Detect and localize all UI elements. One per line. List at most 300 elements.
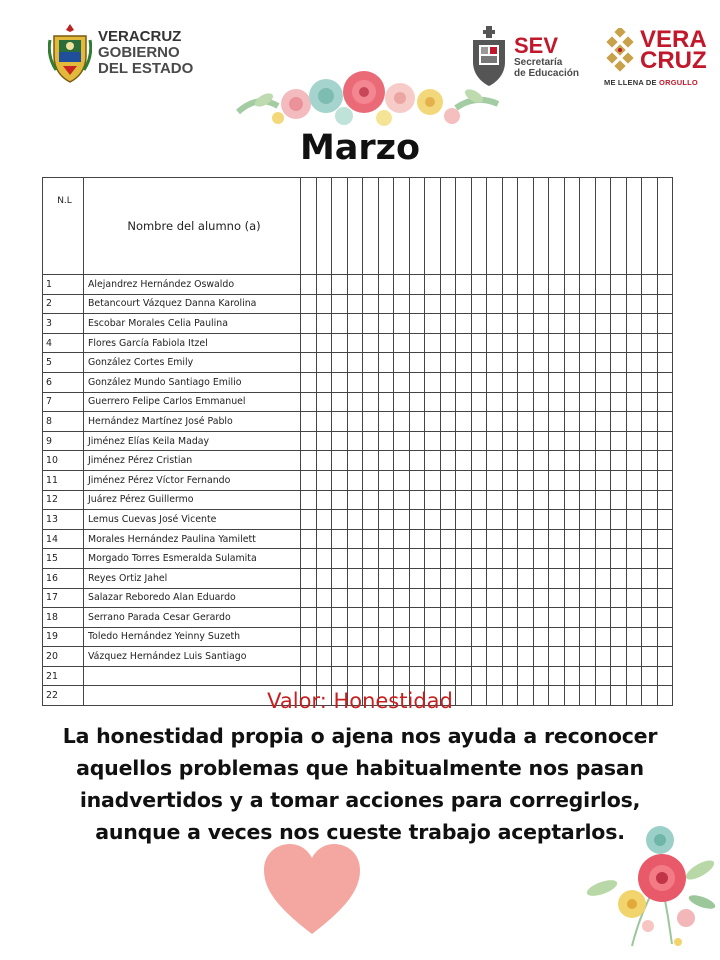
attendance-cell[interactable] — [595, 372, 611, 392]
attendance-cell[interactable] — [394, 529, 410, 549]
attendance-cell[interactable] — [549, 510, 565, 530]
attendance-cell[interactable] — [440, 314, 456, 334]
attendance-cell[interactable] — [642, 666, 658, 686]
attendance-cell[interactable] — [440, 510, 456, 530]
attendance-cell[interactable] — [378, 451, 394, 471]
attendance-cell[interactable] — [533, 666, 549, 686]
attendance-cell[interactable] — [301, 412, 317, 432]
attendance-cell[interactable] — [363, 451, 379, 471]
attendance-cell[interactable] — [626, 647, 642, 667]
attendance-cell[interactable] — [642, 608, 658, 628]
attendance-cell[interactable] — [394, 275, 410, 295]
attendance-cell[interactable] — [363, 294, 379, 314]
attendance-cell[interactable] — [580, 647, 596, 667]
attendance-cell[interactable] — [595, 470, 611, 490]
attendance-cell[interactable] — [564, 333, 580, 353]
attendance-cell[interactable] — [394, 294, 410, 314]
attendance-cell[interactable] — [502, 294, 518, 314]
attendance-cell[interactable] — [471, 666, 487, 686]
attendance-cell[interactable] — [332, 529, 348, 549]
attendance-cell[interactable] — [487, 490, 503, 510]
attendance-cell[interactable] — [378, 647, 394, 667]
attendance-cell[interactable] — [301, 510, 317, 530]
attendance-cell[interactable] — [564, 588, 580, 608]
attendance-cell[interactable] — [316, 314, 332, 334]
attendance-cell[interactable] — [301, 608, 317, 628]
attendance-cell[interactable] — [440, 529, 456, 549]
attendance-cell[interactable] — [394, 568, 410, 588]
attendance-cell[interactable] — [487, 608, 503, 628]
attendance-cell[interactable] — [487, 568, 503, 588]
attendance-cell[interactable] — [626, 314, 642, 334]
attendance-cell[interactable] — [642, 294, 658, 314]
attendance-cell[interactable] — [378, 314, 394, 334]
attendance-cell[interactable] — [363, 333, 379, 353]
attendance-cell[interactable] — [657, 275, 673, 295]
attendance-cell[interactable] — [301, 549, 317, 569]
attendance-cell[interactable] — [316, 529, 332, 549]
attendance-cell[interactable] — [301, 353, 317, 373]
attendance-cell[interactable] — [471, 529, 487, 549]
attendance-cell[interactable] — [626, 666, 642, 686]
attendance-cell[interactable] — [657, 372, 673, 392]
attendance-cell[interactable] — [657, 294, 673, 314]
attendance-cell[interactable] — [564, 490, 580, 510]
attendance-cell[interactable] — [409, 470, 425, 490]
attendance-cell[interactable] — [611, 510, 627, 530]
attendance-cell[interactable] — [425, 451, 441, 471]
attendance-cell[interactable] — [626, 490, 642, 510]
attendance-cell[interactable] — [549, 333, 565, 353]
attendance-cell[interactable] — [580, 490, 596, 510]
attendance-cell[interactable] — [533, 588, 549, 608]
attendance-cell[interactable] — [378, 490, 394, 510]
attendance-cell[interactable] — [347, 372, 363, 392]
attendance-cell[interactable] — [425, 353, 441, 373]
attendance-cell[interactable] — [626, 510, 642, 530]
attendance-cell[interactable] — [595, 588, 611, 608]
attendance-cell[interactable] — [425, 647, 441, 667]
attendance-cell[interactable] — [657, 647, 673, 667]
attendance-cell[interactable] — [409, 294, 425, 314]
attendance-cell[interactable] — [316, 490, 332, 510]
attendance-cell[interactable] — [363, 353, 379, 373]
attendance-cell[interactable] — [316, 372, 332, 392]
attendance-cell[interactable] — [580, 529, 596, 549]
attendance-cell[interactable] — [502, 451, 518, 471]
attendance-cell[interactable] — [502, 333, 518, 353]
attendance-cell[interactable] — [332, 568, 348, 588]
attendance-cell[interactable] — [301, 333, 317, 353]
attendance-cell[interactable] — [378, 372, 394, 392]
attendance-cell[interactable] — [301, 490, 317, 510]
attendance-cell[interactable] — [549, 666, 565, 686]
attendance-cell[interactable] — [471, 549, 487, 569]
attendance-cell[interactable] — [626, 412, 642, 432]
attendance-cell[interactable] — [332, 627, 348, 647]
attendance-cell[interactable] — [316, 510, 332, 530]
attendance-cell[interactable] — [456, 666, 472, 686]
attendance-cell[interactable] — [409, 588, 425, 608]
attendance-cell[interactable] — [425, 470, 441, 490]
attendance-cell[interactable] — [564, 647, 580, 667]
attendance-cell[interactable] — [549, 451, 565, 471]
attendance-cell[interactable] — [301, 588, 317, 608]
attendance-cell[interactable] — [657, 412, 673, 432]
attendance-cell[interactable] — [471, 627, 487, 647]
attendance-cell[interactable] — [487, 275, 503, 295]
attendance-cell[interactable] — [595, 608, 611, 628]
attendance-cell[interactable] — [518, 490, 534, 510]
attendance-cell[interactable] — [626, 431, 642, 451]
attendance-cell[interactable] — [425, 666, 441, 686]
attendance-cell[interactable] — [549, 392, 565, 412]
attendance-cell[interactable] — [642, 647, 658, 667]
attendance-cell[interactable] — [642, 568, 658, 588]
attendance-cell[interactable] — [626, 333, 642, 353]
attendance-cell[interactable] — [425, 588, 441, 608]
attendance-cell[interactable] — [533, 431, 549, 451]
attendance-cell[interactable] — [626, 353, 642, 373]
attendance-cell[interactable] — [409, 666, 425, 686]
attendance-cell[interactable] — [378, 353, 394, 373]
attendance-cell[interactable] — [642, 627, 658, 647]
attendance-cell[interactable] — [595, 431, 611, 451]
attendance-cell[interactable] — [394, 510, 410, 530]
attendance-cell[interactable] — [363, 510, 379, 530]
attendance-cell[interactable] — [471, 392, 487, 412]
attendance-cell[interactable] — [533, 627, 549, 647]
attendance-cell[interactable] — [487, 372, 503, 392]
attendance-cell[interactable] — [518, 647, 534, 667]
attendance-cell[interactable] — [533, 333, 549, 353]
attendance-cell[interactable] — [549, 608, 565, 628]
attendance-cell[interactable] — [301, 568, 317, 588]
attendance-cell[interactable] — [440, 490, 456, 510]
attendance-cell[interactable] — [301, 314, 317, 334]
attendance-cell[interactable] — [657, 666, 673, 686]
attendance-cell[interactable] — [657, 314, 673, 334]
attendance-cell[interactable] — [533, 549, 549, 569]
attendance-cell[interactable] — [642, 451, 658, 471]
attendance-cell[interactable] — [642, 392, 658, 412]
attendance-cell[interactable] — [471, 568, 487, 588]
attendance-cell[interactable] — [657, 431, 673, 451]
attendance-cell[interactable] — [518, 568, 534, 588]
attendance-cell[interactable] — [425, 372, 441, 392]
attendance-cell[interactable] — [440, 627, 456, 647]
attendance-cell[interactable] — [580, 510, 596, 530]
attendance-cell[interactable] — [409, 392, 425, 412]
attendance-cell[interactable] — [487, 412, 503, 432]
attendance-cell[interactable] — [394, 333, 410, 353]
attendance-cell[interactable] — [378, 470, 394, 490]
attendance-cell[interactable] — [316, 275, 332, 295]
attendance-cell[interactable] — [456, 353, 472, 373]
attendance-cell[interactable] — [487, 294, 503, 314]
attendance-cell[interactable] — [332, 451, 348, 471]
attendance-cell[interactable] — [440, 451, 456, 471]
attendance-cell[interactable] — [378, 549, 394, 569]
attendance-cell[interactable] — [487, 588, 503, 608]
attendance-cell[interactable] — [409, 549, 425, 569]
attendance-cell[interactable] — [347, 431, 363, 451]
attendance-cell[interactable] — [347, 275, 363, 295]
attendance-cell[interactable] — [409, 627, 425, 647]
attendance-cell[interactable] — [316, 666, 332, 686]
attendance-cell[interactable] — [378, 431, 394, 451]
attendance-cell[interactable] — [471, 510, 487, 530]
attendance-cell[interactable] — [611, 627, 627, 647]
attendance-cell[interactable] — [502, 568, 518, 588]
attendance-cell[interactable] — [642, 372, 658, 392]
attendance-cell[interactable] — [549, 627, 565, 647]
attendance-cell[interactable] — [533, 294, 549, 314]
attendance-cell[interactable] — [626, 451, 642, 471]
attendance-cell[interactable] — [363, 470, 379, 490]
attendance-cell[interactable] — [471, 470, 487, 490]
attendance-cell[interactable] — [316, 294, 332, 314]
attendance-cell[interactable] — [502, 275, 518, 295]
attendance-cell[interactable] — [409, 431, 425, 451]
attendance-cell[interactable] — [440, 275, 456, 295]
attendance-cell[interactable] — [456, 529, 472, 549]
attendance-cell[interactable] — [642, 431, 658, 451]
attendance-cell[interactable] — [564, 451, 580, 471]
attendance-cell[interactable] — [657, 608, 673, 628]
attendance-cell[interactable] — [657, 568, 673, 588]
attendance-cell[interactable] — [580, 588, 596, 608]
attendance-cell[interactable] — [502, 412, 518, 432]
attendance-cell[interactable] — [394, 627, 410, 647]
attendance-cell[interactable] — [425, 392, 441, 412]
attendance-cell[interactable] — [549, 549, 565, 569]
attendance-cell[interactable] — [502, 666, 518, 686]
attendance-cell[interactable] — [487, 392, 503, 412]
attendance-cell[interactable] — [518, 627, 534, 647]
attendance-cell[interactable] — [580, 470, 596, 490]
attendance-cell[interactable] — [502, 529, 518, 549]
attendance-cell[interactable] — [316, 470, 332, 490]
attendance-cell[interactable] — [301, 451, 317, 471]
attendance-cell[interactable] — [533, 608, 549, 628]
attendance-cell[interactable] — [456, 314, 472, 334]
attendance-cell[interactable] — [440, 353, 456, 373]
attendance-cell[interactable] — [657, 588, 673, 608]
attendance-cell[interactable] — [332, 608, 348, 628]
attendance-cell[interactable] — [564, 353, 580, 373]
attendance-cell[interactable] — [580, 608, 596, 628]
attendance-cell[interactable] — [626, 568, 642, 588]
attendance-cell[interactable] — [471, 372, 487, 392]
attendance-cell[interactable] — [611, 666, 627, 686]
attendance-cell[interactable] — [378, 568, 394, 588]
attendance-cell[interactable] — [580, 627, 596, 647]
attendance-cell[interactable] — [425, 294, 441, 314]
attendance-cell[interactable] — [533, 451, 549, 471]
attendance-cell[interactable] — [518, 470, 534, 490]
attendance-cell[interactable] — [409, 529, 425, 549]
attendance-cell[interactable] — [533, 392, 549, 412]
attendance-cell[interactable] — [471, 314, 487, 334]
attendance-cell[interactable] — [378, 392, 394, 412]
attendance-cell[interactable] — [394, 392, 410, 412]
attendance-cell[interactable] — [363, 275, 379, 295]
attendance-cell[interactable] — [580, 451, 596, 471]
attendance-cell[interactable] — [580, 275, 596, 295]
attendance-cell[interactable] — [642, 470, 658, 490]
attendance-cell[interactable] — [394, 608, 410, 628]
attendance-cell[interactable] — [456, 431, 472, 451]
attendance-cell[interactable] — [564, 275, 580, 295]
attendance-cell[interactable] — [456, 333, 472, 353]
attendance-cell[interactable] — [580, 314, 596, 334]
attendance-cell[interactable] — [425, 608, 441, 628]
attendance-cell[interactable] — [595, 392, 611, 412]
attendance-cell[interactable] — [580, 666, 596, 686]
attendance-cell[interactable] — [564, 549, 580, 569]
attendance-cell[interactable] — [549, 470, 565, 490]
attendance-cell[interactable] — [394, 431, 410, 451]
attendance-cell[interactable] — [642, 314, 658, 334]
attendance-cell[interactable] — [626, 275, 642, 295]
attendance-cell[interactable] — [487, 451, 503, 471]
attendance-cell[interactable] — [518, 314, 534, 334]
attendance-cell[interactable] — [332, 412, 348, 432]
attendance-cell[interactable] — [456, 392, 472, 412]
attendance-cell[interactable] — [425, 568, 441, 588]
attendance-cell[interactable] — [533, 372, 549, 392]
attendance-cell[interactable] — [626, 294, 642, 314]
attendance-cell[interactable] — [409, 412, 425, 432]
attendance-cell[interactable] — [626, 588, 642, 608]
attendance-cell[interactable] — [580, 431, 596, 451]
attendance-cell[interactable] — [471, 333, 487, 353]
attendance-cell[interactable] — [487, 353, 503, 373]
attendance-cell[interactable] — [456, 588, 472, 608]
attendance-cell[interactable] — [518, 392, 534, 412]
attendance-cell[interactable] — [347, 412, 363, 432]
attendance-cell[interactable] — [533, 353, 549, 373]
attendance-cell[interactable] — [363, 608, 379, 628]
attendance-cell[interactable] — [533, 412, 549, 432]
attendance-cell[interactable] — [518, 451, 534, 471]
attendance-cell[interactable] — [394, 588, 410, 608]
attendance-cell[interactable] — [657, 529, 673, 549]
attendance-cell[interactable] — [611, 431, 627, 451]
attendance-cell[interactable] — [347, 666, 363, 686]
attendance-cell[interactable] — [301, 529, 317, 549]
attendance-cell[interactable] — [518, 353, 534, 373]
attendance-cell[interactable] — [518, 294, 534, 314]
attendance-cell[interactable] — [316, 333, 332, 353]
attendance-cell[interactable] — [657, 510, 673, 530]
attendance-cell[interactable] — [580, 549, 596, 569]
attendance-cell[interactable] — [487, 431, 503, 451]
attendance-cell[interactable] — [471, 588, 487, 608]
attendance-cell[interactable] — [595, 510, 611, 530]
attendance-cell[interactable] — [626, 549, 642, 569]
attendance-cell[interactable] — [471, 608, 487, 628]
attendance-cell[interactable] — [533, 647, 549, 667]
attendance-cell[interactable] — [502, 549, 518, 569]
attendance-cell[interactable] — [518, 588, 534, 608]
attendance-cell[interactable] — [564, 294, 580, 314]
attendance-cell[interactable] — [347, 549, 363, 569]
attendance-cell[interactable] — [425, 490, 441, 510]
attendance-cell[interactable] — [549, 412, 565, 432]
attendance-cell[interactable] — [425, 510, 441, 530]
attendance-cell[interactable] — [332, 372, 348, 392]
attendance-cell[interactable] — [564, 372, 580, 392]
attendance-cell[interactable] — [611, 294, 627, 314]
attendance-cell[interactable] — [611, 647, 627, 667]
attendance-cell[interactable] — [347, 588, 363, 608]
attendance-cell[interactable] — [347, 568, 363, 588]
attendance-cell[interactable] — [487, 333, 503, 353]
attendance-cell[interactable] — [518, 529, 534, 549]
attendance-cell[interactable] — [332, 588, 348, 608]
attendance-cell[interactable] — [409, 510, 425, 530]
attendance-cell[interactable] — [657, 549, 673, 569]
attendance-cell[interactable] — [642, 510, 658, 530]
attendance-cell[interactable] — [518, 666, 534, 686]
attendance-cell[interactable] — [301, 372, 317, 392]
attendance-cell[interactable] — [471, 451, 487, 471]
attendance-cell[interactable] — [626, 529, 642, 549]
attendance-cell[interactable] — [316, 549, 332, 569]
attendance-cell[interactable] — [533, 470, 549, 490]
attendance-cell[interactable] — [502, 431, 518, 451]
attendance-cell[interactable] — [394, 647, 410, 667]
attendance-cell[interactable] — [332, 294, 348, 314]
attendance-cell[interactable] — [611, 470, 627, 490]
attendance-cell[interactable] — [642, 353, 658, 373]
attendance-cell[interactable] — [394, 451, 410, 471]
attendance-cell[interactable] — [580, 353, 596, 373]
attendance-cell[interactable] — [580, 372, 596, 392]
attendance-cell[interactable] — [301, 627, 317, 647]
attendance-cell[interactable] — [332, 666, 348, 686]
attendance-cell[interactable] — [502, 372, 518, 392]
attendance-cell[interactable] — [518, 372, 534, 392]
attendance-cell[interactable] — [549, 353, 565, 373]
attendance-cell[interactable] — [611, 529, 627, 549]
attendance-cell[interactable] — [440, 294, 456, 314]
attendance-cell[interactable] — [363, 529, 379, 549]
attendance-cell[interactable] — [657, 470, 673, 490]
attendance-cell[interactable] — [564, 392, 580, 412]
attendance-cell[interactable] — [502, 470, 518, 490]
attendance-cell[interactable] — [332, 431, 348, 451]
attendance-cell[interactable] — [440, 470, 456, 490]
attendance-cell[interactable] — [347, 529, 363, 549]
attendance-cell[interactable] — [394, 372, 410, 392]
attendance-cell[interactable] — [471, 294, 487, 314]
attendance-cell[interactable] — [456, 510, 472, 530]
attendance-cell[interactable] — [347, 392, 363, 412]
attendance-cell[interactable] — [502, 608, 518, 628]
attendance-cell[interactable] — [394, 353, 410, 373]
attendance-cell[interactable] — [347, 490, 363, 510]
attendance-cell[interactable] — [642, 490, 658, 510]
attendance-cell[interactable] — [502, 353, 518, 373]
attendance-cell[interactable] — [378, 412, 394, 432]
attendance-cell[interactable] — [456, 568, 472, 588]
attendance-cell[interactable] — [316, 588, 332, 608]
attendance-cell[interactable] — [626, 608, 642, 628]
attendance-cell[interactable] — [409, 333, 425, 353]
